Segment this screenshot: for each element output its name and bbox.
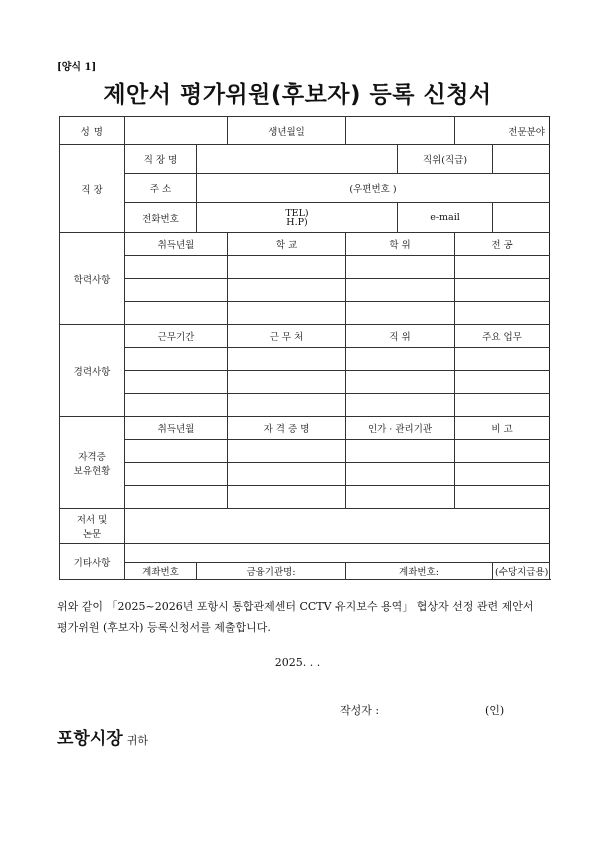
form-number-label: [양식 1] — [57, 62, 97, 73]
certificate-header-row — [60, 417, 550, 440]
career-row — [60, 348, 550, 371]
certificate-row — [60, 463, 550, 486]
phone-field[interactable] — [197, 203, 398, 233]
publications-row — [60, 509, 550, 544]
phone-row — [60, 203, 550, 233]
name-row — [60, 117, 550, 145]
career-header-position: 직 위 — [346, 325, 455, 348]
career-cell[interactable] — [455, 348, 550, 371]
recipient — [57, 724, 148, 749]
address-row — [60, 174, 550, 203]
bank-account-label: 계좌번호 — [125, 563, 197, 580]
certificate-cell[interactable] — [228, 463, 346, 486]
education-cell[interactable] — [125, 302, 228, 325]
education-cell[interactable] — [455, 256, 550, 279]
submission-statement: 위와 같이 「2025~2026년 포항시 통합관제센터 CCTV 유지보수 용역」 협상자 선정 관련 제안서 평가위원 (후보자) 등록신청서를 제출합니다. — [57, 600, 534, 634]
career-row — [60, 371, 550, 394]
address-field[interactable]: (우편번호 ) — [197, 174, 550, 203]
certificate-cell[interactable] — [228, 486, 346, 509]
hp-label: H.P) — [286, 216, 308, 228]
education-header-date: 취득년월 — [125, 233, 228, 256]
education-header-degree: 학 위 — [346, 233, 455, 256]
education-header-school: 학 교 — [228, 233, 346, 256]
certificate-cell[interactable] — [346, 440, 455, 463]
other-field[interactable] — [125, 544, 550, 563]
certificate-cell[interactable] — [455, 463, 550, 486]
career-header-employer: 근 무 처 — [228, 325, 346, 348]
education-cell[interactable] — [346, 302, 455, 325]
certificate-cell[interactable] — [346, 463, 455, 486]
career-cell[interactable] — [346, 371, 455, 394]
allowance-note: (수당지급용) — [493, 563, 550, 580]
date-line: 2025. . . — [274, 656, 321, 669]
workplace-name-row — [60, 145, 550, 174]
education-cell[interactable] — [125, 256, 228, 279]
certificate-label-line2: 보유현황 — [73, 465, 111, 477]
certificate-row — [60, 440, 550, 463]
certificate-label — [60, 417, 125, 509]
name-label: 성 명 — [60, 117, 125, 145]
birth-label: 생년월일 — [228, 117, 346, 145]
certificate-row — [60, 486, 550, 509]
education-cell[interactable] — [455, 279, 550, 302]
address-label: 주 소 — [125, 174, 197, 203]
education-cell[interactable] — [228, 279, 346, 302]
email-label: e-mail — [398, 203, 493, 233]
career-cell[interactable] — [228, 394, 346, 417]
workplace-label: 직 장 — [60, 145, 125, 233]
certificate-cell[interactable] — [125, 486, 228, 509]
certificate-header-name: 자 격 증 명 — [228, 417, 346, 440]
tel-label: TEL) — [285, 207, 309, 219]
education-row — [60, 302, 550, 325]
education-cell[interactable] — [346, 256, 455, 279]
education-header-row — [60, 233, 550, 256]
bank-name-field[interactable]: 금융기관명: — [197, 563, 346, 580]
career-label: 경력사항 — [60, 325, 125, 417]
education-cell[interactable] — [228, 302, 346, 325]
career-cell[interactable] — [346, 394, 455, 417]
career-cell[interactable] — [125, 371, 228, 394]
publications-field[interactable] — [125, 509, 550, 544]
certificate-cell[interactable] — [455, 486, 550, 509]
recipient-name: 포항시장 — [57, 729, 123, 749]
career-cell[interactable] — [455, 371, 550, 394]
bank-row — [60, 563, 550, 580]
certificate-label-line1: 자격증 — [78, 451, 106, 463]
certificate-cell[interactable] — [125, 440, 228, 463]
page-title: 제안서 평가위원(후보자) 등록 신청서 — [103, 82, 492, 108]
career-header-period: 근무기간 — [125, 325, 228, 348]
career-cell[interactable] — [455, 394, 550, 417]
other-row — [60, 544, 550, 563]
career-row — [60, 394, 550, 417]
position-field[interactable] — [493, 145, 550, 174]
career-header-duties: 주요 업무 — [455, 325, 550, 348]
education-header-major: 전 공 — [455, 233, 550, 256]
email-field[interactable] — [493, 203, 550, 233]
workplace-name-field[interactable] — [197, 145, 398, 174]
education-label: 학력사항 — [60, 233, 125, 325]
workplace-name-label: 직 장 명 — [125, 145, 197, 174]
name-field[interactable] — [125, 117, 228, 145]
application-form-table — [59, 116, 550, 580]
seal-label: (인) — [485, 704, 505, 717]
certificate-cell[interactable] — [228, 440, 346, 463]
certificate-header-date: 취득년월 — [125, 417, 228, 440]
other-label: 기타사항 — [60, 544, 125, 580]
author-label: 작성자 : — [340, 704, 380, 717]
publications-label — [60, 509, 125, 544]
certificate-cell[interactable] — [125, 463, 228, 486]
education-cell[interactable] — [125, 279, 228, 302]
education-cell[interactable] — [455, 302, 550, 325]
recipient-honorific: 귀하 — [126, 734, 148, 747]
certificate-header-notes: 비 고 — [455, 417, 550, 440]
publications-label-line1: 저서 및 — [76, 515, 108, 526]
account-number-field[interactable]: 계좌번호: — [346, 563, 493, 580]
career-header-row — [60, 325, 550, 348]
education-cell[interactable] — [346, 279, 455, 302]
career-cell[interactable] — [346, 348, 455, 371]
certificate-cell[interactable] — [455, 440, 550, 463]
career-cell[interactable] — [228, 348, 346, 371]
publications-label-line2: 논문 — [82, 529, 102, 540]
career-cell[interactable] — [228, 371, 346, 394]
certificate-header-issuer: 인가 · 관리기관 — [346, 417, 455, 440]
certificate-cell[interactable] — [346, 486, 455, 509]
education-cell[interactable] — [228, 256, 346, 279]
specialty-label: 전문분야 — [455, 117, 550, 145]
education-row — [60, 279, 550, 302]
career-cell[interactable] — [125, 348, 228, 371]
position-label: 직위(직급) — [398, 145, 493, 174]
birth-field[interactable] — [346, 117, 455, 145]
career-cell[interactable] — [125, 394, 228, 417]
phone-label: 전화번호 — [125, 203, 197, 233]
education-row — [60, 256, 550, 279]
